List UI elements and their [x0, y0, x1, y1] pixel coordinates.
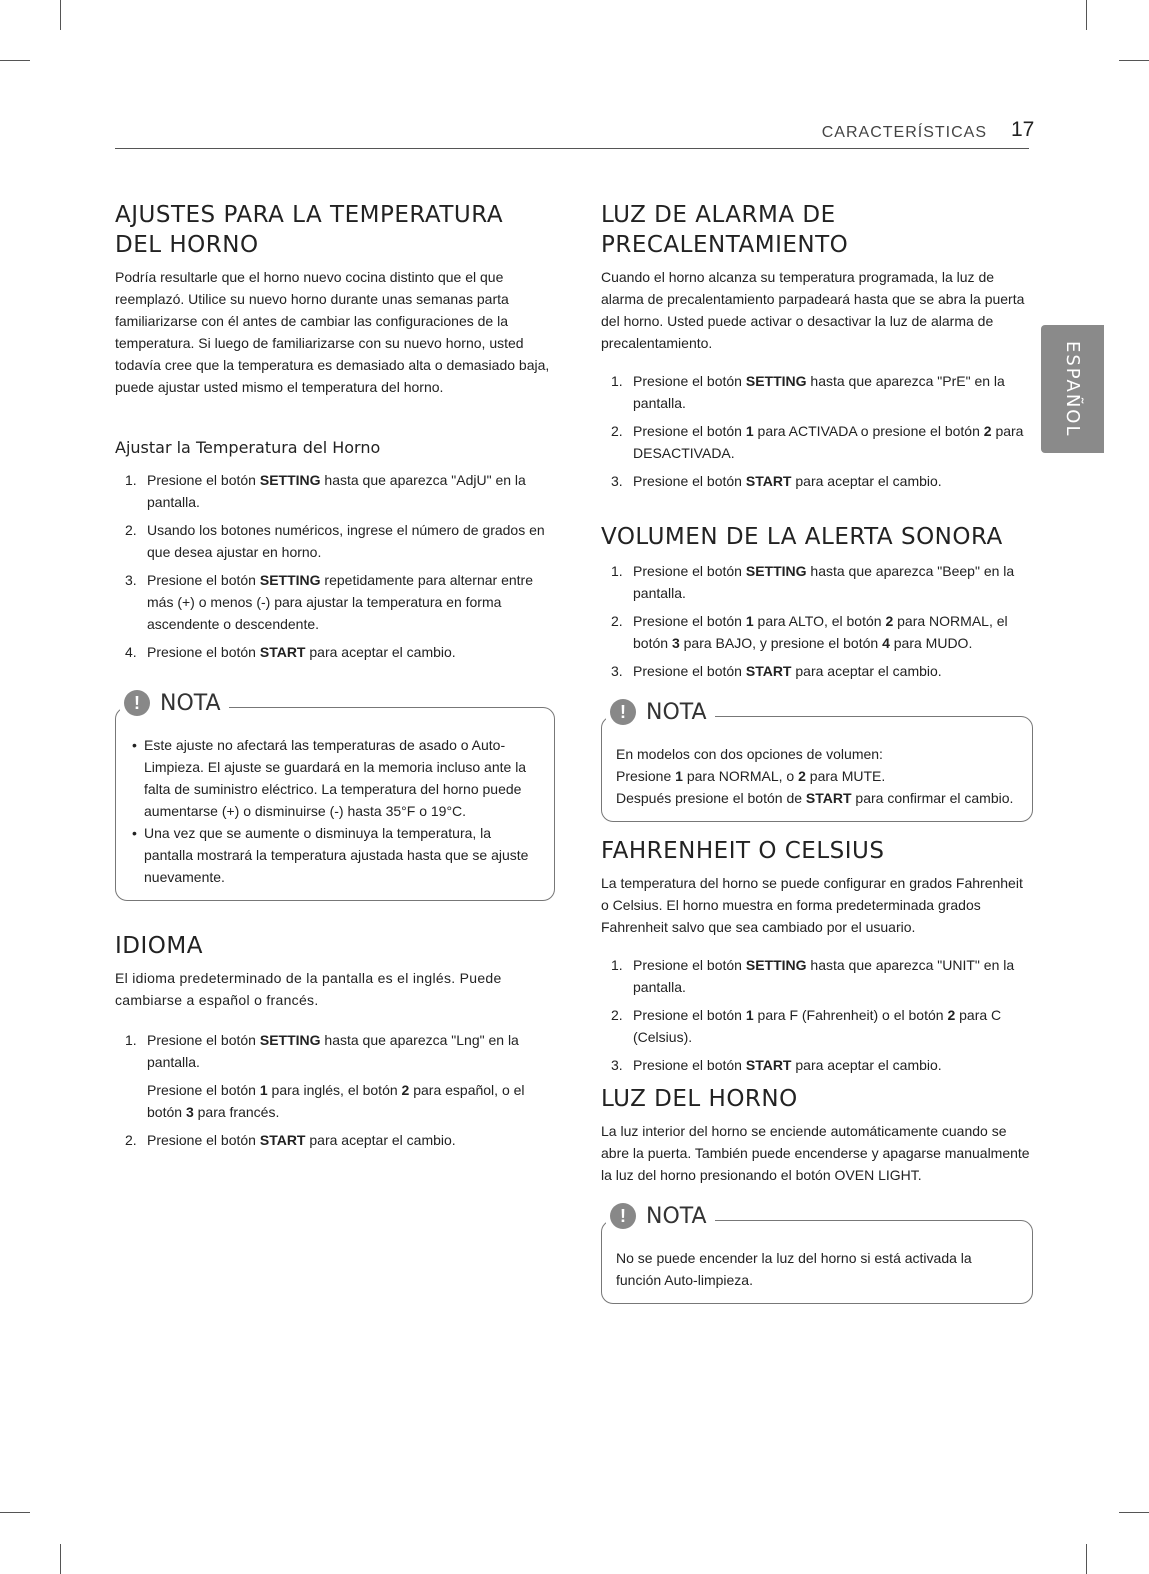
note-line: En modelos con dos opciones de volumen: — [616, 746, 883, 762]
temperature-steps — [115, 469, 555, 663]
list-item: 1. Presione el botón SETTING hasta que aparezca "Lng" en la pantalla. Presione el botón 1 para inglés, el botón 2 para español, o el botón 3 para francés. — [125, 1032, 525, 1120]
language-tab-label: ESPAÑOL — [1062, 340, 1083, 438]
note-line: No se puede encender la luz del horno si está activada la función Auto-limpieza. — [616, 1250, 972, 1288]
page-number: 17 — [1011, 118, 1035, 141]
header-rule — [115, 148, 1029, 149]
temperature-adjust-heading: AJUSTES PARA LA TEMPERATURA DEL HORNO — [115, 202, 504, 258]
preheat-steps — [601, 370, 1033, 492]
list-item: • Este ajuste no afectará las temperaturas de asado o Auto-Limpieza. El ajuste se guardará en la memoria incluso ante la falta de suministro eléctrico. La temperatura del horno puede aumentarse (+) o disminuirse (-) hasta 35°F o 19°C. — [130, 734, 540, 822]
crop-mark — [60, 1544, 61, 1574]
temperature-intro: Podría resultarle que el horno nuevo cocina distinto que el que reemplazó. Utilice su nuevo horno durante unas semanas parta familiarizarse con él antes de cambiar las configuraciones de la temperatura. Si luego de familiarizarse con su nuevo horno, usted todavía cree que la temperatura es demasiado alta o demasiado baja, puede ajustar usted mismo el temperatura del horno. — [115, 269, 550, 395]
crop-mark — [0, 1512, 30, 1513]
unit-steps — [601, 954, 1033, 1076]
list-item: • Una vez que se aumente o disminuya la temperatura, la pantalla mostrará la temperatura ajustada hasta que se ajuste nuevamente. — [130, 822, 540, 888]
note-icon: ! — [124, 690, 150, 716]
list-item: 2. Usando los botones numéricos, ingrese el número de grados en que desea ajustar en horno. — [125, 522, 545, 560]
volume-note — [601, 699, 1033, 822]
volume-steps — [601, 560, 1033, 682]
language-steps — [115, 1029, 555, 1151]
note-header — [120, 690, 229, 716]
unit-heading: FAHRENHEIT O CELSIUS — [601, 838, 885, 864]
oven-light-intro: La luz interior del horno se enciende automáticamente cuando se abre la puerta. También puede encenderse y apagarse manualmente la luz del horno presionando el botón OVEN LIGHT. — [601, 1123, 1030, 1183]
oven-light-note — [601, 1203, 1033, 1304]
preheat-intro: Cuando el horno alcanza su temperatura programada, la luz de alarma de precalentamiento parpadeará hasta que se abra la puerta del horno. Usted puede activar o desactivar la luz de alarma de precalentamiento. — [601, 269, 1025, 351]
temperature-subheading: Ajustar la Temperatura del Horno — [115, 438, 381, 457]
preheat-heading: LUZ DE ALARMA DE PRECALENTAMIENTO — [601, 202, 849, 258]
list-item: 2. Presione el botón 1 para ACTIVADA o presione el botón 2 para DESACTIVADA. — [611, 423, 1024, 461]
list-item: 3. Presione el botón START para aceptar el cambio. — [611, 473, 942, 489]
list-item: 3. Presione el botón START para aceptar el cambio. — [611, 1057, 942, 1073]
language-tab — [1041, 325, 1104, 453]
list-item: 2. Presione el botón START para aceptar el cambio. — [125, 1132, 456, 1148]
crop-mark — [1119, 1512, 1149, 1513]
list-item: 1. Presione el botón SETTING hasta que aparezca "AdjU" en la pantalla. — [125, 472, 526, 510]
crop-mark — [1086, 1544, 1087, 1574]
left-column — [115, 200, 555, 1157]
language-heading: IDIOMA — [115, 933, 203, 959]
crop-mark — [1086, 0, 1087, 30]
right-column — [601, 200, 1033, 1304]
note-line: Presione 1 para NORMAL, o 2 para MUTE. — [616, 768, 886, 784]
list-item: 2. Presione el botón 1 para ALTO, el botón 2 para NORMAL, el botón 3 para BAJO, y presione el botón 4 para MUDO. — [611, 613, 1008, 651]
list-item: 1. Presione el botón SETTING hasta que aparezca "Beep" en la pantalla. — [611, 563, 1015, 601]
list-item: 2. Presione el botón 1 para F (Fahrenheit) o el botón 2 para C (Celsius). — [611, 1007, 1002, 1045]
oven-light-heading: LUZ DEL HORNO — [601, 1086, 798, 1112]
note-header — [606, 699, 715, 725]
crop-mark — [0, 60, 30, 61]
list-item: 1. Presione el botón SETTING hasta que aparezca "PrE" en la pantalla. — [611, 373, 1005, 411]
note-line: Después presione el botón de START para confirmar el cambio. — [616, 790, 1014, 806]
note-icon: ! — [610, 699, 636, 725]
note-title: NOTA — [646, 699, 707, 725]
volume-heading: VOLUMEN DE LA ALERTA SONORA — [601, 524, 1003, 550]
temperature-note — [115, 690, 555, 901]
crop-mark — [60, 0, 61, 30]
note-icon: ! — [610, 1203, 636, 1229]
list-item: 3. Presione el botón START para aceptar el cambio. — [611, 663, 942, 679]
language-intro: El idioma predeterminado de la pantalla es el inglés. Puede cambiarse a español o francés. — [115, 970, 502, 1008]
note-title: NOTA — [160, 690, 221, 716]
section-title: CARACTERÍSTICAS — [821, 124, 987, 141]
list-item: 1. Presione el botón SETTING hasta que aparezca "UNIT" en la pantalla. — [611, 957, 1015, 995]
list-item: 4. Presione el botón START para aceptar el cambio. — [125, 644, 456, 660]
crop-mark — [1119, 60, 1149, 61]
note-header — [606, 1203, 715, 1229]
unit-intro: La temperatura del horno se puede configurar en grados Fahrenheit o Celsius. El horno muestra en forma predeterminada grados Fahrenheit salvo que sea cambiado por el usuario. — [601, 875, 1023, 935]
list-item: 3. Presione el botón SETTING repetidamente para alternar entre más (+) o menos (-) para ajustar la temperatura en forma ascendente o descendente. — [125, 572, 533, 632]
note-title: NOTA — [646, 1203, 707, 1229]
